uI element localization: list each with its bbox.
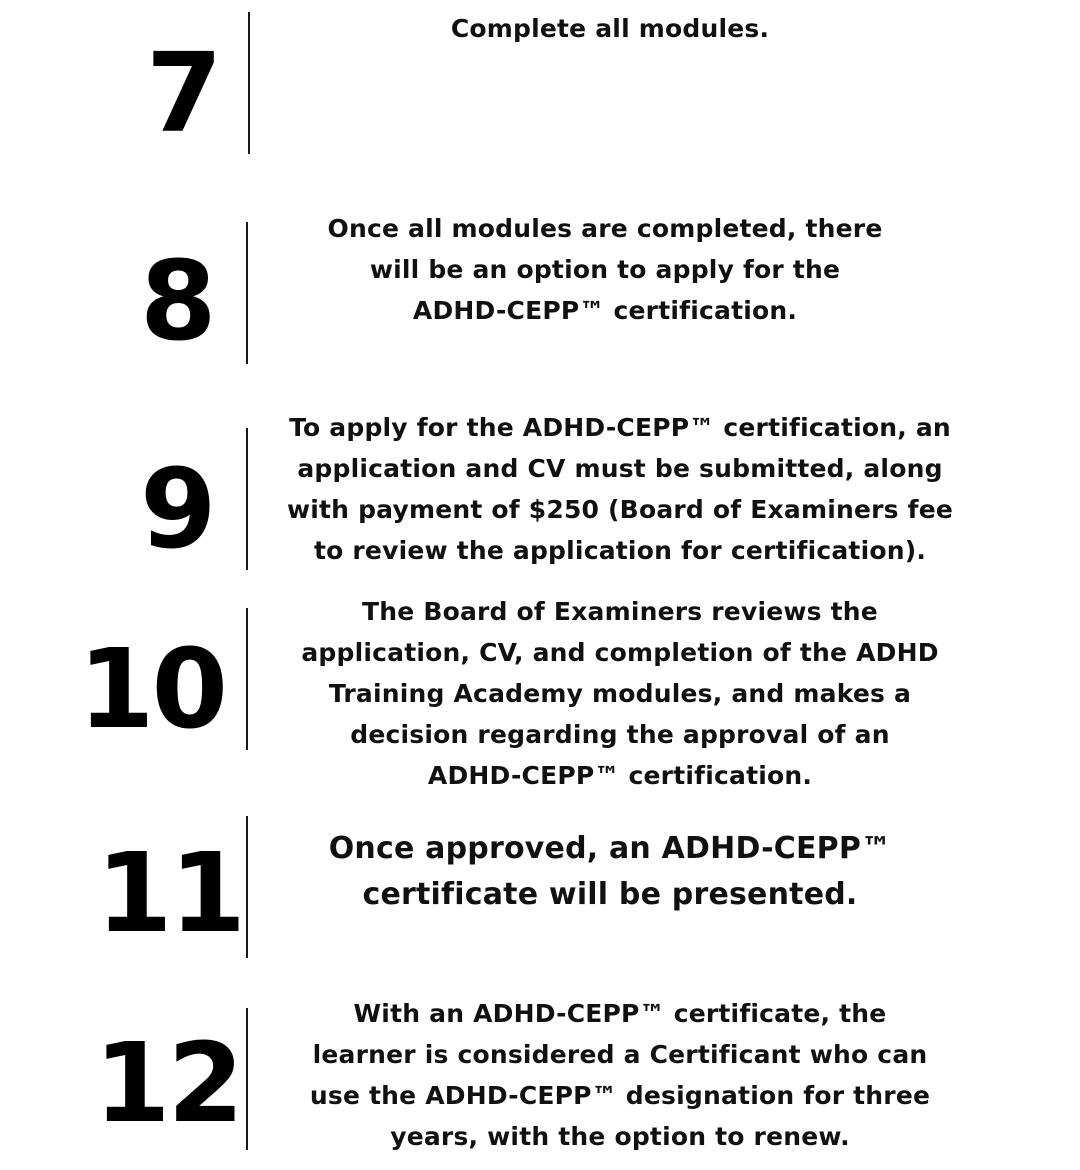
step-divider (248, 12, 250, 154)
step-description: Once approved, an ADHD-CEPP™ certificate will be presented. (328, 831, 892, 912)
step-number: 7 (146, 29, 220, 157)
step-description: The Board of Examiners reviews the application, CV, and completion of the ADHD Training Academy modules, and makes a decision regarding the approval of an ADHD-CEPP™ certification. (301, 597, 939, 790)
step-divider (246, 816, 248, 958)
step-divider (246, 608, 248, 750)
step-number: 8 (140, 237, 214, 365)
step-number: 9 (140, 445, 214, 573)
step-description: To apply for the ADHD-CEPP™ certification, an application and CV must be submitted, along with payment of $250 (Board of Examiners fee to review the application for certification). (286, 413, 954, 565)
step-number: 11 (96, 829, 244, 957)
step-number: 12 (94, 1019, 242, 1147)
step-description: Complete all modules. (450, 14, 770, 43)
step-divider (246, 222, 248, 364)
step-divider (246, 1008, 248, 1150)
step-description: Once all modules are completed, there will be an option to apply for the ADHD-CEPP™ certification. (327, 214, 883, 325)
step-number: 10 (78, 625, 226, 753)
step-description: With an ADHD-CEPP™ certificate, the learner is considered a Certificant who can use the ADHD-CEPP™ designation for three years, with the option to renew. (309, 999, 931, 1151)
step-divider (246, 428, 248, 570)
